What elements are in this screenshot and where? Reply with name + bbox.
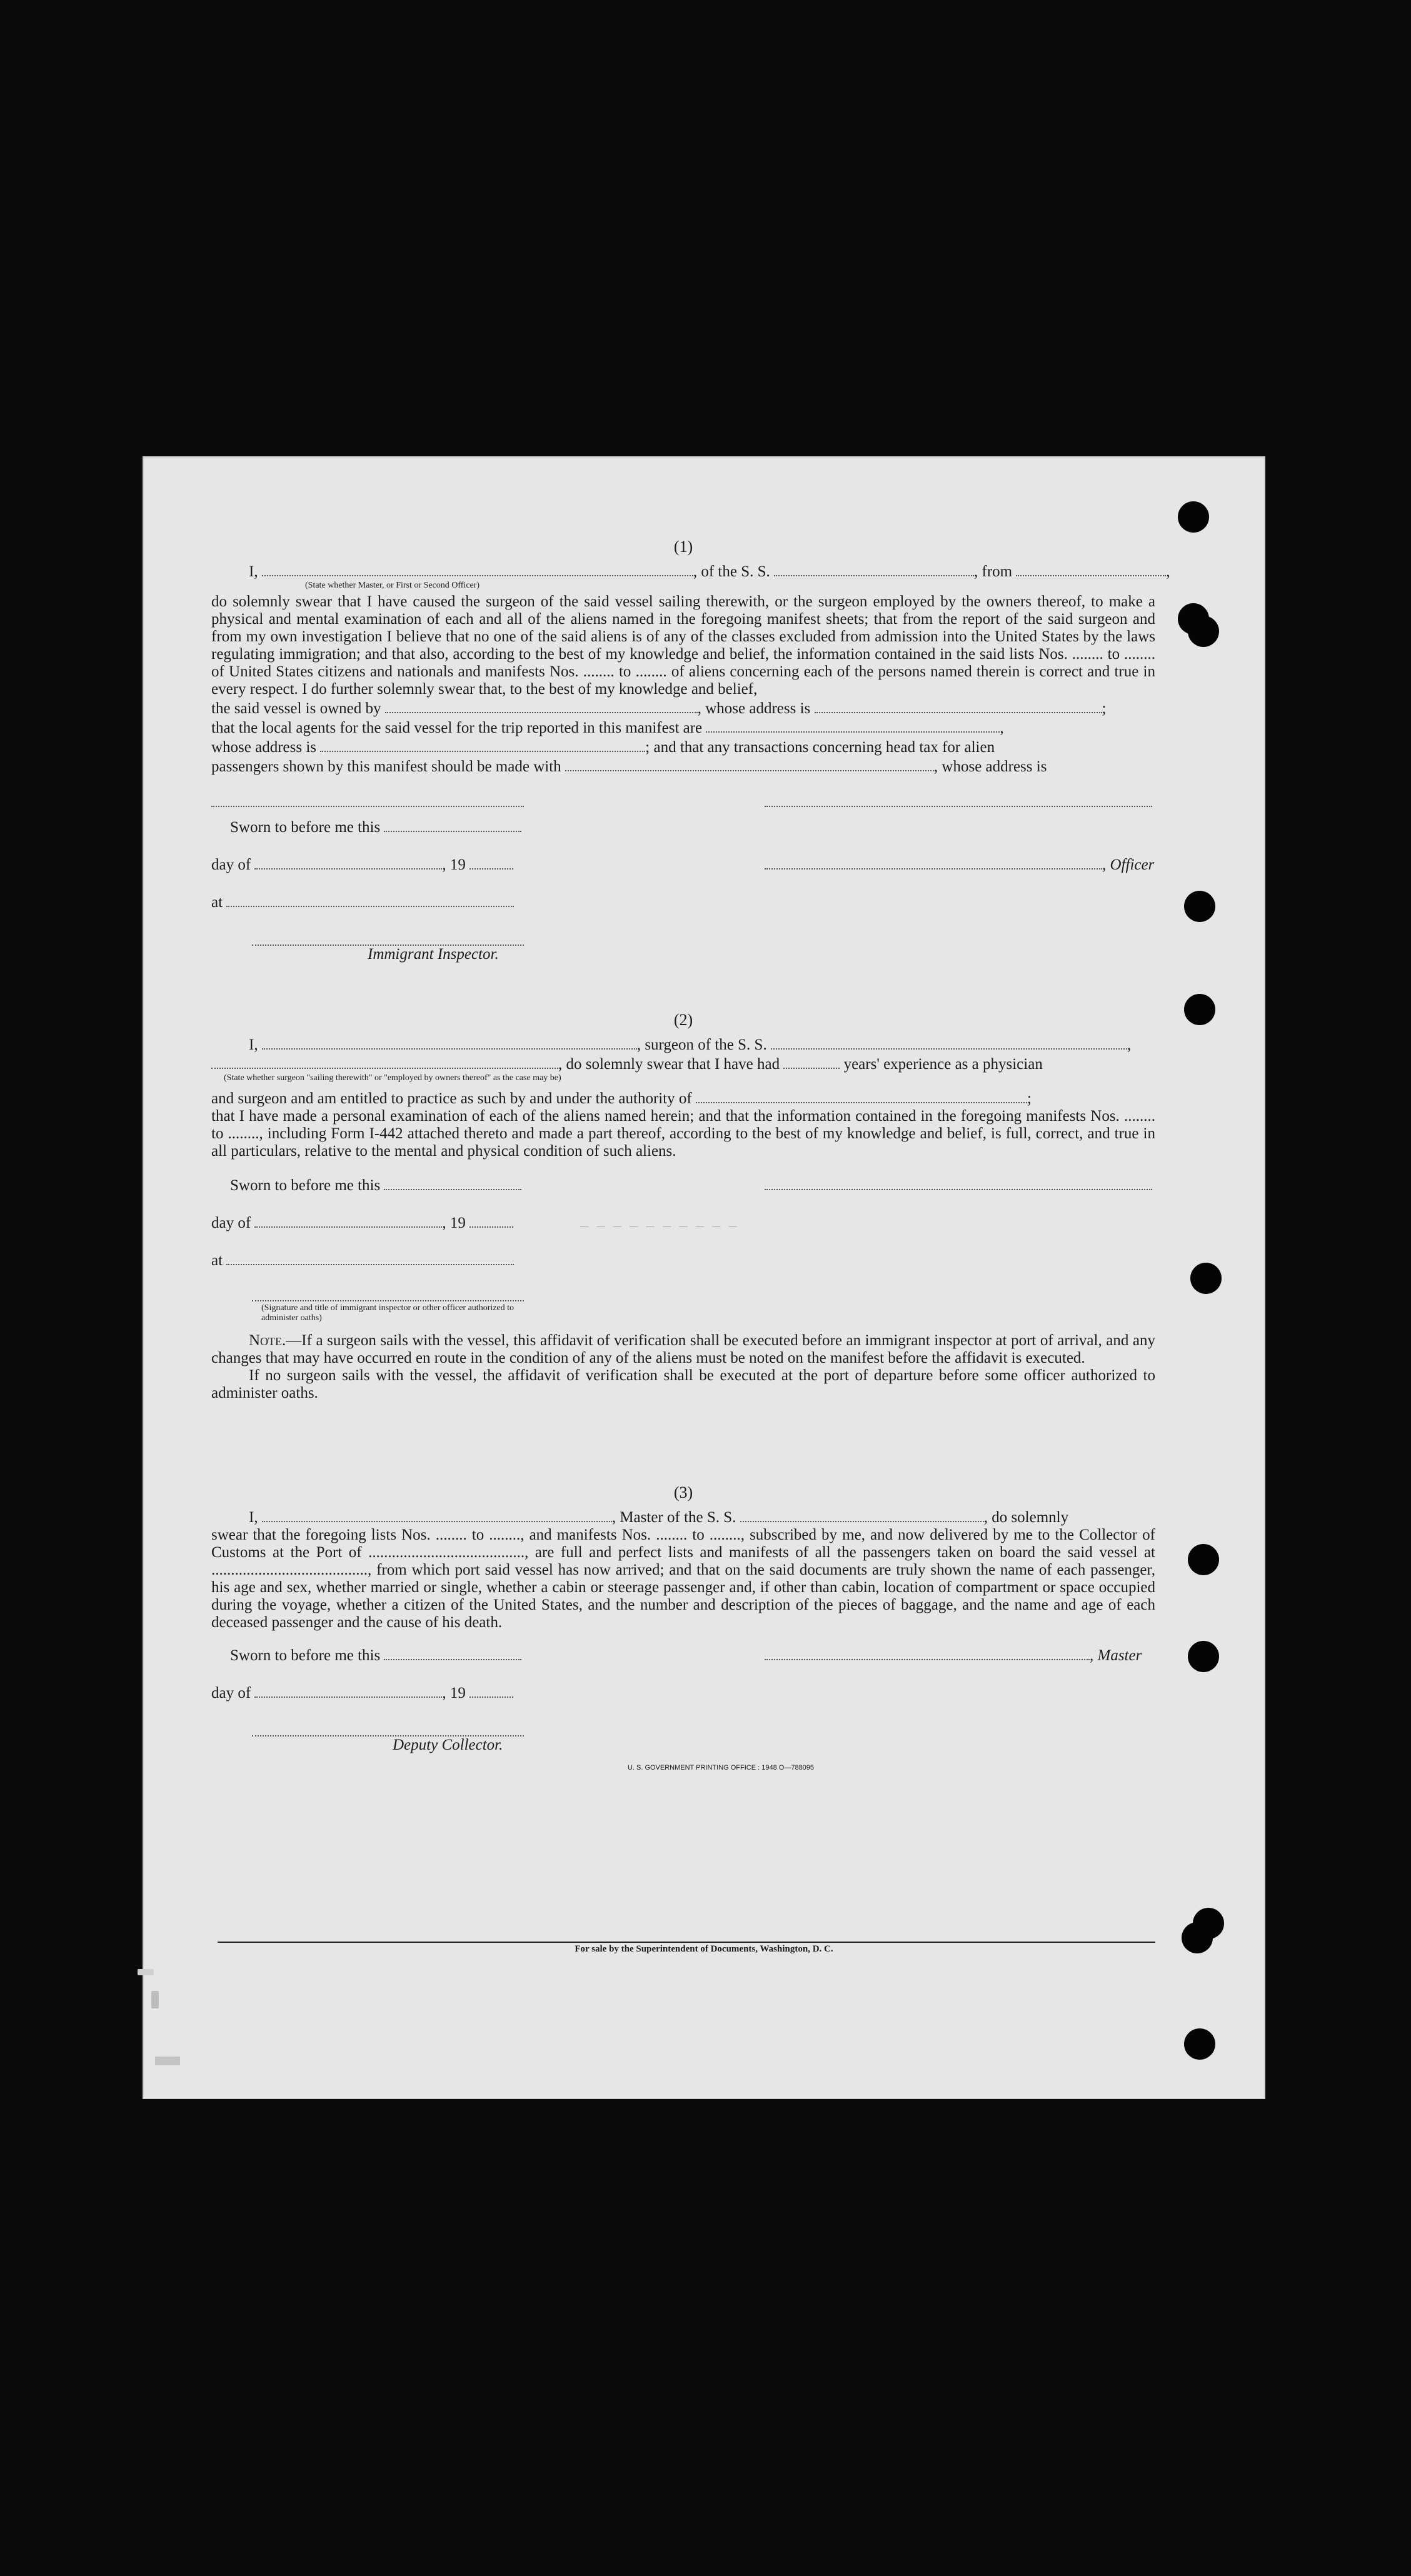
section-3-line1: I, , Master of the S. S. , do solemnly: [211, 1507, 1155, 1526]
master-signature-row: , Master: [765, 1645, 1142, 1665]
s1-sworn-day-field[interactable]: [384, 817, 521, 832]
surgeon-signature-field[interactable]: [765, 1175, 1152, 1190]
owned-by-line: the said vessel is owned by , whose address is ;: [211, 698, 1155, 718]
section-1-line1: I, , of the S. S. , from ,: [211, 561, 1155, 581]
s3-sworn-day-field[interactable]: [384, 1645, 521, 1660]
note-paragraph-2: If no surgeon sails with the vessel, the affidavit of verification shall be executed at the port of departure before some officer authorized to administer oaths.: [211, 1367, 1155, 1401]
s1-year-field[interactable]: [469, 854, 513, 870]
s1-at-field[interactable]: [226, 892, 514, 907]
surgeon-caption: (State whether surgeon "sailing therewith" or "employed by owners thereof" as the case may be): [224, 1073, 561, 1083]
s3-year-field[interactable]: [469, 1683, 513, 1698]
section-1-signature-block: [211, 792, 1155, 961]
s1-month-field[interactable]: [254, 854, 442, 870]
authority-field[interactable]: [696, 1088, 1027, 1103]
punch-hole: [1184, 994, 1215, 1025]
master-name-field[interactable]: [262, 1507, 612, 1522]
s1-sworn-row: Sworn to before me this: [230, 817, 521, 836]
section-2-line2: , do solemnly swear that I have had years' experience as a physician: [211, 1054, 1155, 1073]
deputy-collector-label: Deputy Collector.: [393, 1737, 503, 1753]
section-1-body: do solemnly swear that I have caused the surgeon of the said vessel sailing therewith, or the surgeon employed by the owners thereof, to make a physical and mental examination of each and all of the aliens named in the foregoing manifest sheets; that from the report of the said surgeon and from my own investigation I believe that no one of the said aliens is of any of the classes excluded from admission into the United States by the laws regulating immigration; and that also, according to the best of my knowledge and belief, the information contained in the said lists Nos. ........ to ........ of United States citizens and nationals and manifests Nos. ........ to ........ of aliens concerning each of the persons named therein is correct and true in every respect. I do further solemnly swear that, to the best of my knowledge and belief,: [211, 593, 1155, 698]
officer-signature-top-line: [765, 792, 1152, 807]
punch-hole: [1190, 1263, 1222, 1294]
edge-speck: [151, 1991, 159, 2008]
punch-hole: [1182, 1922, 1213, 1953]
signature-caption: (Signature and title of immigrant inspector or other officer authorized to administer oaths): [261, 1303, 515, 1323]
punch-hole: [1184, 2028, 1215, 2060]
punch-hole: [1188, 1544, 1219, 1575]
head-tax-agent-field[interactable]: [565, 756, 934, 771]
note-paragraph: Note.—If a surgeon sails with the vessel, this affidavit of verification shall be executed before an immigrant inspector at port of arrival, and any changes that may have occurred en route in the condition of any of the aliens must be noted on the manifest before the affidavit is executed.: [211, 1332, 1155, 1366]
owner-address-field[interactable]: [815, 698, 1102, 713]
surgeon-name-field[interactable]: [262, 1035, 637, 1050]
punch-hole: [1184, 891, 1215, 922]
s3-month-field[interactable]: [254, 1683, 442, 1698]
deputy-signature-field[interactable]: [252, 1722, 524, 1737]
form-content: [211, 538, 1170, 1772]
agent-address-field[interactable]: [320, 737, 645, 752]
section-3-body: swear that the foregoing lists Nos. ........ to ........, and manifests Nos. ........ to ........, subscribed by me, and now delivered by me to the Collector of Customs at the Port of ........................................, are full and perfect lists and manifests of all the passengers taken on board the said vessel at ........................................, from which port said vessel has now arrived; and that on the said documents are truly shown the name of each passenger, his age and sex, whether married or single, whether a cabin or steerage passenger and, if other than cabin, location of compartment or space occupied during the voyage, whether a citizen of the United States, and the number and description of the pieces of baggage, and the name and age of each deceased passenger and the cause of his death.: [211, 1526, 1155, 1631]
s2-officer-signature-field[interactable]: [252, 1286, 524, 1301]
s2-sworn-day-field[interactable]: [384, 1175, 521, 1190]
bleed-through-text: — — — — — — — — — —: [580, 1219, 737, 1235]
footer-rule: [218, 1942, 1155, 1943]
authority-line: and surgeon and am entitled to practice as such by and under the authority of ;: [211, 1088, 1155, 1108]
vessel-name-field[interactable]: [774, 561, 974, 576]
gpo-imprint: U. S. GOVERNMENT PRINTING OFFICE : 1948 O—788095: [627, 1764, 815, 1772]
master-signature-field[interactable]: [765, 1645, 1090, 1660]
s2-day-row: day of , 19: [211, 1213, 513, 1232]
s2-month-field[interactable]: [254, 1213, 442, 1228]
passengers-line: passengers shown by this manifest should be made with , whose address is: [211, 756, 1155, 776]
years-experience-field[interactable]: [783, 1054, 840, 1069]
section-3-signature-block: [211, 1645, 1155, 1752]
inspector-signature-field[interactable]: [252, 931, 524, 946]
surgeon-status-field[interactable]: [211, 1054, 558, 1069]
s2-vessel-field[interactable]: [771, 1035, 1127, 1050]
s3-day-row: day of , 19: [211, 1683, 513, 1702]
owner-field[interactable]: [385, 698, 698, 713]
section-2-body: that I have made a personal examination of each of the aliens named herein; and that the information contained in the foregoing manifests Nos. ........ to ........, including Form I-442 attached thereto and made a part thereof, according to the best of my knowledge and belief, is full, correct, and true in all particulars, relative to the mental and physical condition of such aliens.: [211, 1108, 1155, 1160]
immigrant-inspector-label: Immigrant Inspector.: [368, 946, 499, 963]
s2-at-field[interactable]: [226, 1250, 514, 1265]
local-agents-line: that the local agents for the said vessel for the trip reported in this manifest are ,: [211, 718, 1155, 737]
local-agents-field[interactable]: [706, 718, 1000, 733]
section-2-line1: I, , surgeon of the S. S. ,: [211, 1035, 1155, 1054]
s3-vessel-field[interactable]: [740, 1507, 984, 1522]
edge-speck: [138, 1969, 154, 1975]
punch-hole: [1188, 1641, 1219, 1672]
s3-sworn-row: Sworn to before me this: [230, 1645, 521, 1665]
officer-signature-field[interactable]: [765, 854, 1102, 870]
s1-at-row: at: [211, 892, 514, 911]
document-page: [143, 456, 1265, 2099]
s2-at-row: at: [211, 1250, 514, 1270]
officer-signature-row: , Officer: [765, 854, 1154, 874]
s2-sworn-row: Sworn to before me this: [230, 1175, 521, 1195]
punch-hole: [1178, 501, 1209, 533]
agent-address-line: whose address is ; and that any transactions concerning head tax for alien: [211, 737, 1155, 756]
sale-notice: For sale by the Superintendent of Documents, Washington, D. C.: [575, 1944, 833, 1954]
punch-hole: [1188, 616, 1219, 647]
s1-day-row: day of , 19: [211, 854, 513, 874]
master-caption: (State whether Master, or First or Second Officer): [305, 581, 480, 590]
section-3-number: (3): [673, 1483, 693, 1501]
s2-year-field[interactable]: [469, 1213, 513, 1228]
section-2-number: (2): [673, 1011, 693, 1029]
note-label: Note.: [249, 1332, 286, 1349]
section-1-number: (1): [673, 538, 693, 556]
edge-speck: [155, 2057, 180, 2065]
sworn-top-line: [211, 792, 524, 807]
from-port-field[interactable]: [1016, 561, 1166, 576]
section-2-signature-block: [211, 1175, 1155, 1303]
officer-name-field[interactable]: [262, 561, 693, 576]
